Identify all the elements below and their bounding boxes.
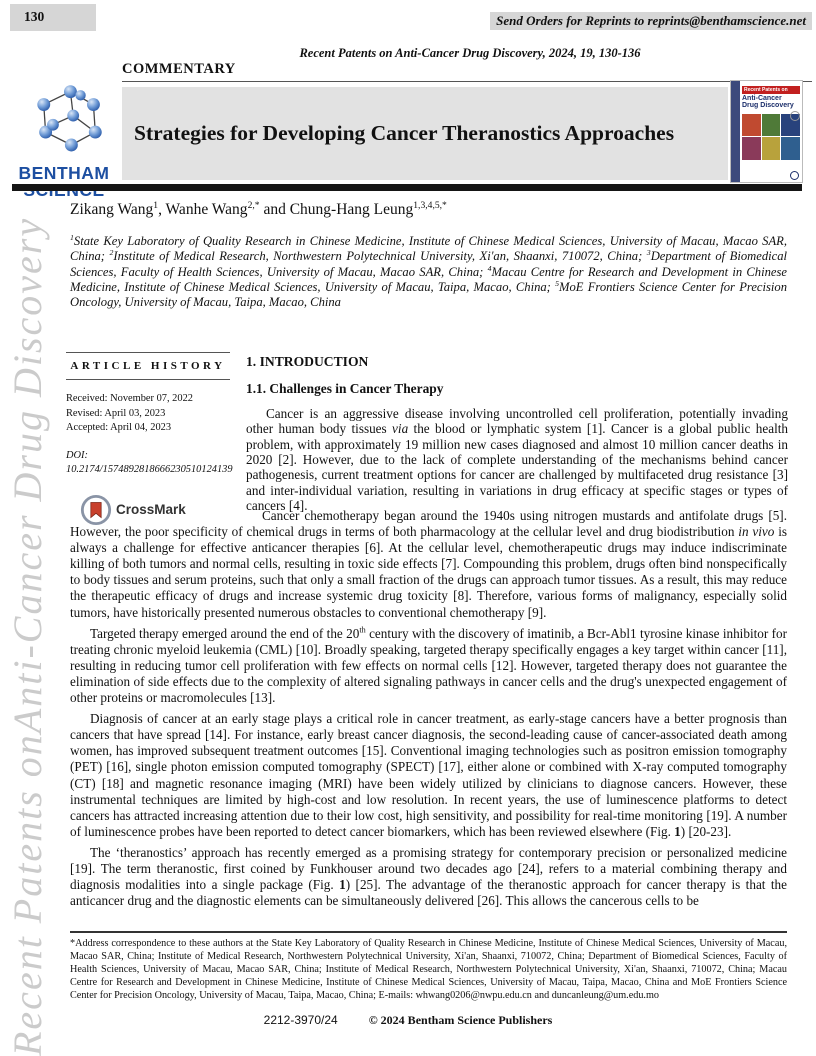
cover-publisher-mark-icon (790, 171, 799, 180)
header-rule (122, 81, 812, 82)
revised-date: Revised: April 03, 2023 (66, 407, 166, 419)
journal-side-watermark: Recent Patents onAnti-Cancer Drug Discovery (5, 216, 50, 1056)
publisher-name-line1: BENTHAM (18, 163, 110, 183)
introduction-column (246, 352, 788, 526)
body-paragraph-1: Cancer is an aggressive disease involving uncontrolled cell proliferation, potentially invading other human body tissues via the blood or lymphatic system [1]. Cancer is a global public health problem, with approximately 19 million new cases diagnosed and almost 10 million cancer deaths in 2020 [2]. However, due to the lack of complete understanding of the mechanisms behind cancer pathogenesis, current treatment options for cancer are challenged by multifaceted drug resistance [3] and inter-individual variation, resulting in variations in drug efficacy at specific stages or types of cancers [4]. (246, 406, 788, 513)
body-paragraph-3: Targeted therapy emerged around the end of the 20th century with the discovery of imatinib, a Bcr-Abl1 tyrosine kinase inhibitor for treating chronic myeloid leukemia (CML) [10]. Broadly speaking, targeted therapy specifically engages a key target within cancer [11], resulting in reducing tumor cell proliferation with few effects on normal cells [12]. However, targeted therapy does not guarantee the elimination of side effects due to the complexity of altered signaling pathways in cancer cells and the drug's unexpected engagement of other proteins or macromolecules [13]. (70, 625, 787, 706)
crossmark-label: CrossMark (116, 502, 186, 518)
cover-face (740, 81, 802, 182)
received-date: Received: November 07, 2022 (66, 393, 193, 404)
article-title-box (122, 87, 728, 180)
issn-code: 2212-3970/24 (263, 1013, 338, 1027)
article-type-label: COMMENTARY (122, 61, 236, 77)
doi-label: DOI: (66, 449, 88, 461)
doi-value: 10.2174/1574892818666230510124139 (66, 464, 233, 476)
author-line: Zikang Wang$^1$, Wanhe Wang$^{2,*}$ and Chung-Hang Leung$^{1,3,4,5,*}$ (70, 199, 447, 218)
subsection-heading-challenges: 1.1. Challenges in Cancer Therapy (246, 381, 444, 396)
reprint-order-notice: Send Orders for Reprints to reprints@benthamscience.net (490, 12, 812, 30)
accepted-date: Accepted: April 04, 2023 (66, 422, 172, 434)
cover-title-line1: Anti-Cancer (742, 95, 782, 102)
cover-emblem-icon (790, 111, 800, 121)
title-divider-bar (12, 184, 802, 191)
cover-banner: Recent Patents on (742, 86, 800, 94)
molecule-logo-icon (18, 84, 110, 160)
history-rule-bottom (66, 379, 230, 380)
page-number: 130 (10, 4, 96, 31)
body-text (70, 508, 787, 914)
footnote-text: *Address correspondence to these authors at the State Key Laboratory of Quality Research in Chinese Medicine, Institute of Chinese Medical Sciences, University of Macau, Macao SAR, China; Institute of Medical Research, Northwestern Polytechnical University, Xi'an, Shaanxi, 710072, China; Department of Biomedical Sciences, Faculty of Health Sciences, University of Macau, Macao SAR, China; Institute of Medical Research, Northwestern Polytechnical University, Xi'an, Shaanxi, 710072, China; Macau Centre for Research and Development in Chinese Medicine, Institute of Chinese Medical Sciences, University of Macau, Taipa, Macao, China and MoE Frontiers Science Center for Precision Oncology, University of Macau, Taipa, Macao, China; E-mails: whwang0206@nwpu.edu.cn and duncanleung@um.edu.mo (70, 938, 787, 1001)
body-paragraph-5: The ‘theranostics’ approach has recently emerged as a promising strategy for contemporary precision or personalized medicine [19]. The term theranostic, first coined by Funkhouser around two decades ago [24], refers to a material combining therapy and diagnosis modalities into a single package (Fig. 1) [25]. The advantage of the theranostic approach for cancer therapy is that the anticancer drug and the diagnostic elements can be simultaneously delivered [26]. This allows the cancerous cells to be (70, 844, 788, 909)
article-title: Strategies for Developing Cancer Theranostics Approaches (134, 121, 675, 145)
article-history-label: ARTICLE HISTORY (70, 360, 226, 372)
cover-spine (731, 81, 740, 182)
two-column-zone (66, 352, 788, 526)
bentham-science-logo (12, 84, 116, 198)
cover-title-line2: Drug Discovery (742, 102, 794, 110)
section-heading-introduction: 1. INTRODUCTION (246, 354, 369, 369)
affiliations: $^1$State Key Laboratory of Quality Research in Chinese Medicine, Institute of Chinese Medical Sciences, University of Macau, Macao SAR, China; $^2$Institute of Medical Research, Northwestern Polytechnical University, Xi'an, Shaanxi, 710072, China; $^3$Department of Biomedical Sciences, Faculty of Health Sciences, University of Macau, Macao SAR, China; $^4$Macau Centre for Research and Development in Chinese Medicine, Institute of Chinese Medical Sciences, University of Macau, Taipa, Macao, China; $^5$MoE Frontiers Science Center for Precision Oncology, University of Macau, Taipa, Macao, China (70, 232, 788, 310)
correspondence-footnote (70, 931, 787, 1003)
article-history-box (66, 352, 233, 526)
footnote-rule (70, 931, 787, 933)
journal-cover-thumbnail (731, 81, 802, 182)
body-paragraph-2: Cancer chemotherapy began around the 1940s using nitrogen mustards and antifolate drugs [5]. However, the poor specificity of chemical drugs in terms of both pharmacology at the cellular level and drug biodistribution in vivo is always a challenge for effective anticancer therapies [6]. At the cellular level, chemotherapeutic drugs may induce indiscriminate killing of both tumors and normal cells, resulting in toxic side effects [7]. Compounding this problem, drugs often bind nonspecifically to body tissues and serum proteins, such that only a small fraction of the drugs can approach tumor tissues. As a result, this may reduce the therapeutic efficacy of drugs and increase systemic drug toxicity [8]. Therefore, various forms of malignancy, especially solid tumors, have historically presented numerous obstacles to conventional chemotherapy [9]. (70, 508, 787, 620)
page-footer (0, 1013, 816, 1028)
cover-collage-image (742, 114, 800, 160)
copyright-line: © 2024 Bentham Science Publishers (368, 1013, 553, 1027)
journal-citation-line: Recent Patents on Anti-Cancer Drug Discovery, 2024, 19, 130-136 (299, 46, 641, 60)
body-paragraph-4: Diagnosis of cancer at an early stage plays a critical role in cancer treatment, as early-stage cancers have a better prognosis than cancers that have spread [14]. For instance, early breast cancer diagnosis, the second-leading cause of cancer-associated death among women, has improved subsequent treatment outcomes [15]. Conventional imaging technologies such as positron emission tomography (PET) [16], single photon emission computed tomography (SPECT) [17], either alone or combined with X-ray computed tomography (CT) [18] and magnetic resonance imaging (MRI) have been widely utilized by clinicians to diagnose cancers. However, these instrumental techniques are limited by high-cost and low resolution. In recent years, the use of luminescence platforms to detect cancers has attracted increasing attention due to their low cost, high sensitivity, and possibility for real-time monitoring [19]. A number of luminescence probes have been reported to detect cancer biomarkers, which has been reviewed elsewhere (Fig. 1) [20-23]. (70, 711, 787, 839)
